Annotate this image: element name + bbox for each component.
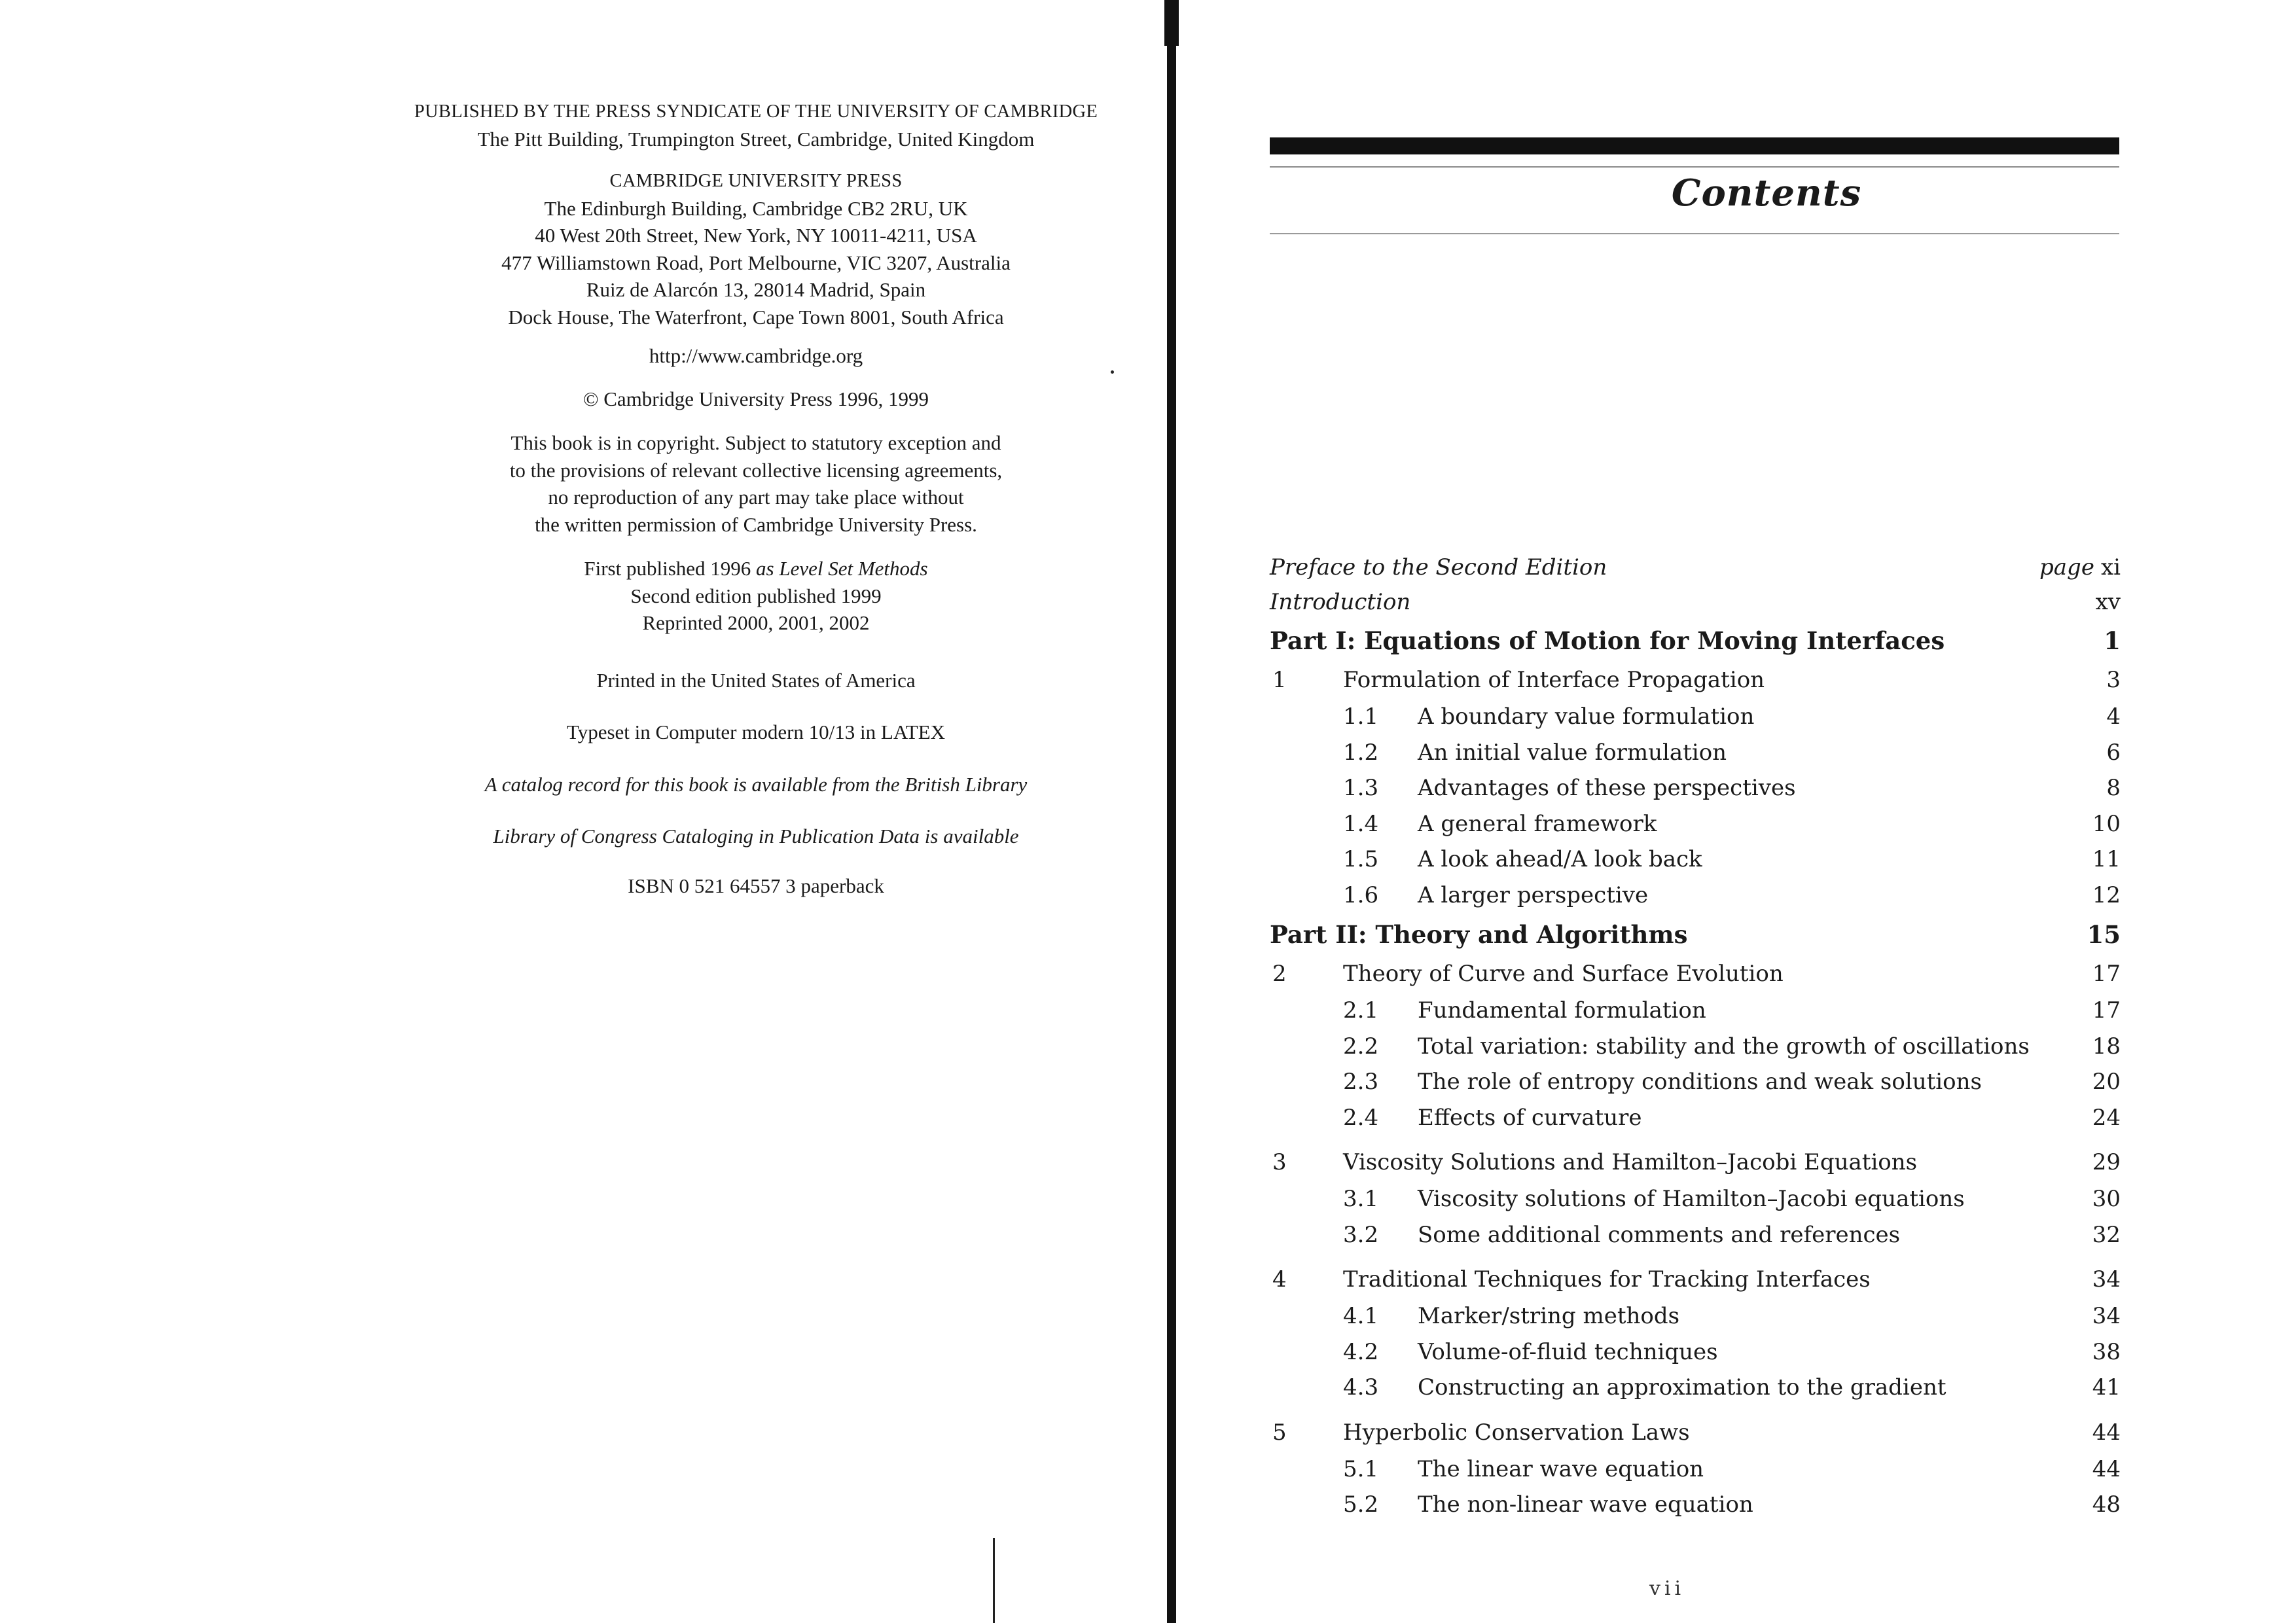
press-name: CAMBRIDGE UNIVERSITY PRESS [609,171,903,191]
section-number: 5.2 [1343,1491,1379,1518]
publisher-block [353,98,1158,152]
copyright-notice-line: no reproduction of any part may take place without [548,486,964,508]
section-page: 11 [2092,846,2121,872]
second-edition: Second edition published 1999 [630,584,882,607]
library-of-congress: Library of Congress Cataloging in Publication Data is available [493,825,1019,847]
heading-rule-thin [1270,233,2119,234]
chapter-number: 3 [1272,1149,1287,1175]
section-number: 2.4 [1343,1104,1379,1131]
chapter-title: Theory of Curve and Surface Evolution [1343,961,1784,987]
section-title: Total variation: stability and the growth of oscillations [1418,1033,2030,1060]
toc-section-3-2[interactable] [1270,1217,2121,1253]
section-title: Volume-of-fluid techniques [1418,1338,1718,1365]
press-block [353,168,1158,330]
chapter-number: 5 [1272,1419,1287,1446]
section-page: 38 [2092,1338,2121,1365]
toc-section-1-3[interactable] [1270,770,2121,806]
toc-section-1-2[interactable] [1270,735,2121,771]
section-page: 44 [2092,1455,2121,1482]
heading-rule-thick [1270,137,2119,154]
section-page: 12 [2092,882,2121,908]
copyright-notice [353,429,1158,538]
section-title: Some additional comments and references [1418,1221,1901,1248]
table-of-contents [1270,550,2121,1523]
toc-section-2-2[interactable] [1270,1029,2121,1065]
section-title: An initial value formulation [1418,739,1727,766]
section-title: Fundamental formulation [1418,997,1706,1024]
toc-part-title: Part I: Equations of Motion for Moving Interfaces [1270,626,1945,655]
section-number: 1.6 [1343,882,1379,908]
scan-speck [1111,370,1114,374]
chapter-title: Traditional Techniques for Tracking Interfaces [1343,1266,1871,1293]
section-title: A look ahead/A look back [1418,846,1702,872]
chapter-title: Formulation of Interface Propagation [1343,667,1765,693]
section-title: The role of entropy conditions and weak solutions [1418,1069,1982,1095]
section-title: Viscosity solutions of Hamilton–Jacobi equations [1418,1186,1965,1212]
toc-part-1[interactable] [1270,619,2121,662]
copyright-line: © Cambridge University Press 1996, 1999 [583,387,929,410]
section-title: The linear wave equation [1418,1455,1704,1482]
section-page: 32 [2092,1221,2121,1248]
toc-section-5-2[interactable] [1270,1487,2121,1523]
section-number: 2.3 [1343,1069,1379,1095]
toc-section-4-2[interactable] [1270,1334,2121,1370]
section-number: 1.5 [1343,846,1379,872]
toc-section-5-1[interactable] [1270,1452,2121,1488]
toc-section-3-1[interactable] [1270,1181,2121,1217]
heading-rule-thin [1270,166,2119,168]
chapter-number: 4 [1272,1266,1287,1293]
page-folio: vii [1649,1577,1685,1600]
toc-entry-page [2039,550,2121,585]
toc-section-2-3[interactable] [1270,1064,2121,1100]
section-title: Advantages of these perspectives [1418,775,1796,801]
section-page: 17 [2092,997,2121,1024]
section-page: 10 [2092,810,2121,837]
toc-part-page: 1 [2104,626,2121,655]
section-number: 1.1 [1343,704,1379,730]
chapter-number: 1 [1272,667,1287,693]
copyright-notice-line: to the provisions of relevant collective licensing agreements, [509,458,1003,482]
isbn: ISBN 0 521 64557 3 paperback [628,874,884,897]
toc-entry-title: Introduction [1270,589,1411,615]
section-number: 5.1 [1343,1455,1379,1482]
chapter-page: 3 [2106,667,2121,693]
chapter-page: 29 [2092,1149,2121,1175]
toc-chapter-2[interactable] [1270,956,2121,993]
section-page: 48 [2092,1491,2121,1518]
chapter-title: Hyperbolic Conservation Laws [1343,1419,1690,1446]
press-address-usa: 40 West 20th Street, New York, NY 10011-4211, USA [535,224,977,247]
contents-title: Contents [1671,171,1862,215]
copyright-notice-line: This book is in copyright. Subject to statutory exception and [511,431,1001,454]
section-number: 1.4 [1343,810,1379,837]
section-number: 4.1 [1343,1303,1379,1329]
publisher-line: PUBLISHED BY THE PRESS SYNDICATE OF THE UNIVERSITY OF CAMBRIDGE [414,101,1098,122]
first-published [353,555,1158,582]
section-page: 24 [2092,1104,2121,1131]
chapter-number: 2 [1272,961,1287,987]
reprint-years: Reprinted 2000, 2001, 2002 [642,611,870,634]
press-address-spain: Ruiz de Alarcón 13, 28014 Madrid, Spain [586,278,926,301]
section-number: 3.2 [1343,1221,1379,1248]
page-number: xi [2100,554,2121,580]
section-page: 8 [2106,775,2121,801]
toc-entry-page: xv [2095,589,2121,615]
edition-history [353,555,1158,637]
catalog-record: A catalog record for this book is available from the British Library [484,772,1028,796]
section-page: 30 [2092,1186,2121,1212]
toc-part-title: Part II: Theory and Algorithms [1270,920,1688,949]
toc-section-1-4[interactable] [1270,806,2121,842]
section-number: 2.1 [1343,997,1379,1024]
publisher-address: The Pitt Building, Trumpington Street, Cambridge, United Kingdom [477,127,1035,151]
chapter-page: 34 [2092,1266,2121,1293]
toc-section-4-1[interactable] [1270,1298,2121,1334]
toc-section-4-3[interactable] [1270,1370,2121,1406]
website: http://www.cambridge.org [649,344,863,367]
scan-edge-mark [993,1538,995,1623]
section-number: 4.2 [1343,1338,1379,1365]
copyright-notice-line: the written permission of Cambridge University Press. [535,512,977,536]
section-title: A larger perspective [1418,882,1649,908]
section-title: A boundary value formulation [1418,704,1755,730]
section-page: 6 [2106,739,2121,766]
toc-entry-preface[interactable] [1270,550,2121,584]
toc-entry-introduction[interactable] [1270,584,2121,619]
section-page: 41 [2092,1374,2121,1400]
toc-part-2[interactable] [1270,913,2121,956]
toc-section-2-1[interactable] [1270,993,2121,1029]
toc-section-1-5[interactable] [1270,842,2121,878]
section-number: 4.3 [1343,1374,1379,1400]
gutter-shadow [1164,0,1179,46]
section-title: Marker/string methods [1418,1303,1680,1329]
chapter-title: Viscosity Solutions and Hamilton–Jacobi Equations [1343,1149,1918,1175]
section-number: 2.2 [1343,1033,1379,1060]
page-prefix: page [2039,554,2094,580]
section-title: Constructing an approximation to the gradient [1418,1374,1946,1400]
section-number: 3.1 [1343,1186,1379,1212]
section-title: The non-linear wave equation [1418,1491,1753,1518]
section-number: 1.2 [1343,739,1379,766]
toc-section-2-4[interactable] [1270,1100,2121,1136]
section-page: 34 [2092,1303,2121,1329]
press-address-uk: The Edinburgh Building, Cambridge CB2 2RU, UK [544,196,968,220]
section-page: 20 [2092,1069,2121,1095]
toc-entry-title: Preface to the Second Edition [1270,554,1607,580]
typeset-note: Typeset in Computer modern 10/13 in LATEX [566,721,946,743]
section-title: Effects of curvature [1418,1104,1642,1131]
chapter-page: 17 [2092,961,2121,987]
toc-chapter-3[interactable] [1270,1145,2121,1181]
press-address-australia: 477 Williamstown Road, Port Melbourne, VIC 3207, Australia [501,251,1011,274]
book-gutter [1167,0,1176,1623]
section-page: 4 [2106,704,2121,730]
toc-section-1-1[interactable] [1270,699,2121,735]
chapter-page: 44 [2092,1419,2121,1446]
first-published-title: as Level Set Methods [756,557,928,580]
printed-in: Printed in the United States of America [596,668,916,692]
toc-chapter-4[interactable] [1270,1262,2121,1298]
copyright-page [353,98,1158,899]
section-title: A general framework [1418,810,1657,837]
toc-part-page: 15 [2087,920,2121,949]
toc-chapter-5[interactable] [1270,1415,2121,1452]
section-number: 1.3 [1343,775,1379,801]
toc-section-1-6[interactable] [1270,878,2121,914]
press-address-south-africa: Dock House, The Waterfront, Cape Town 8001, South Africa [508,305,1004,329]
section-page: 18 [2092,1033,2121,1060]
toc-chapter-1[interactable] [1270,662,2121,699]
first-published-prefix: First published 1996 [584,557,757,580]
